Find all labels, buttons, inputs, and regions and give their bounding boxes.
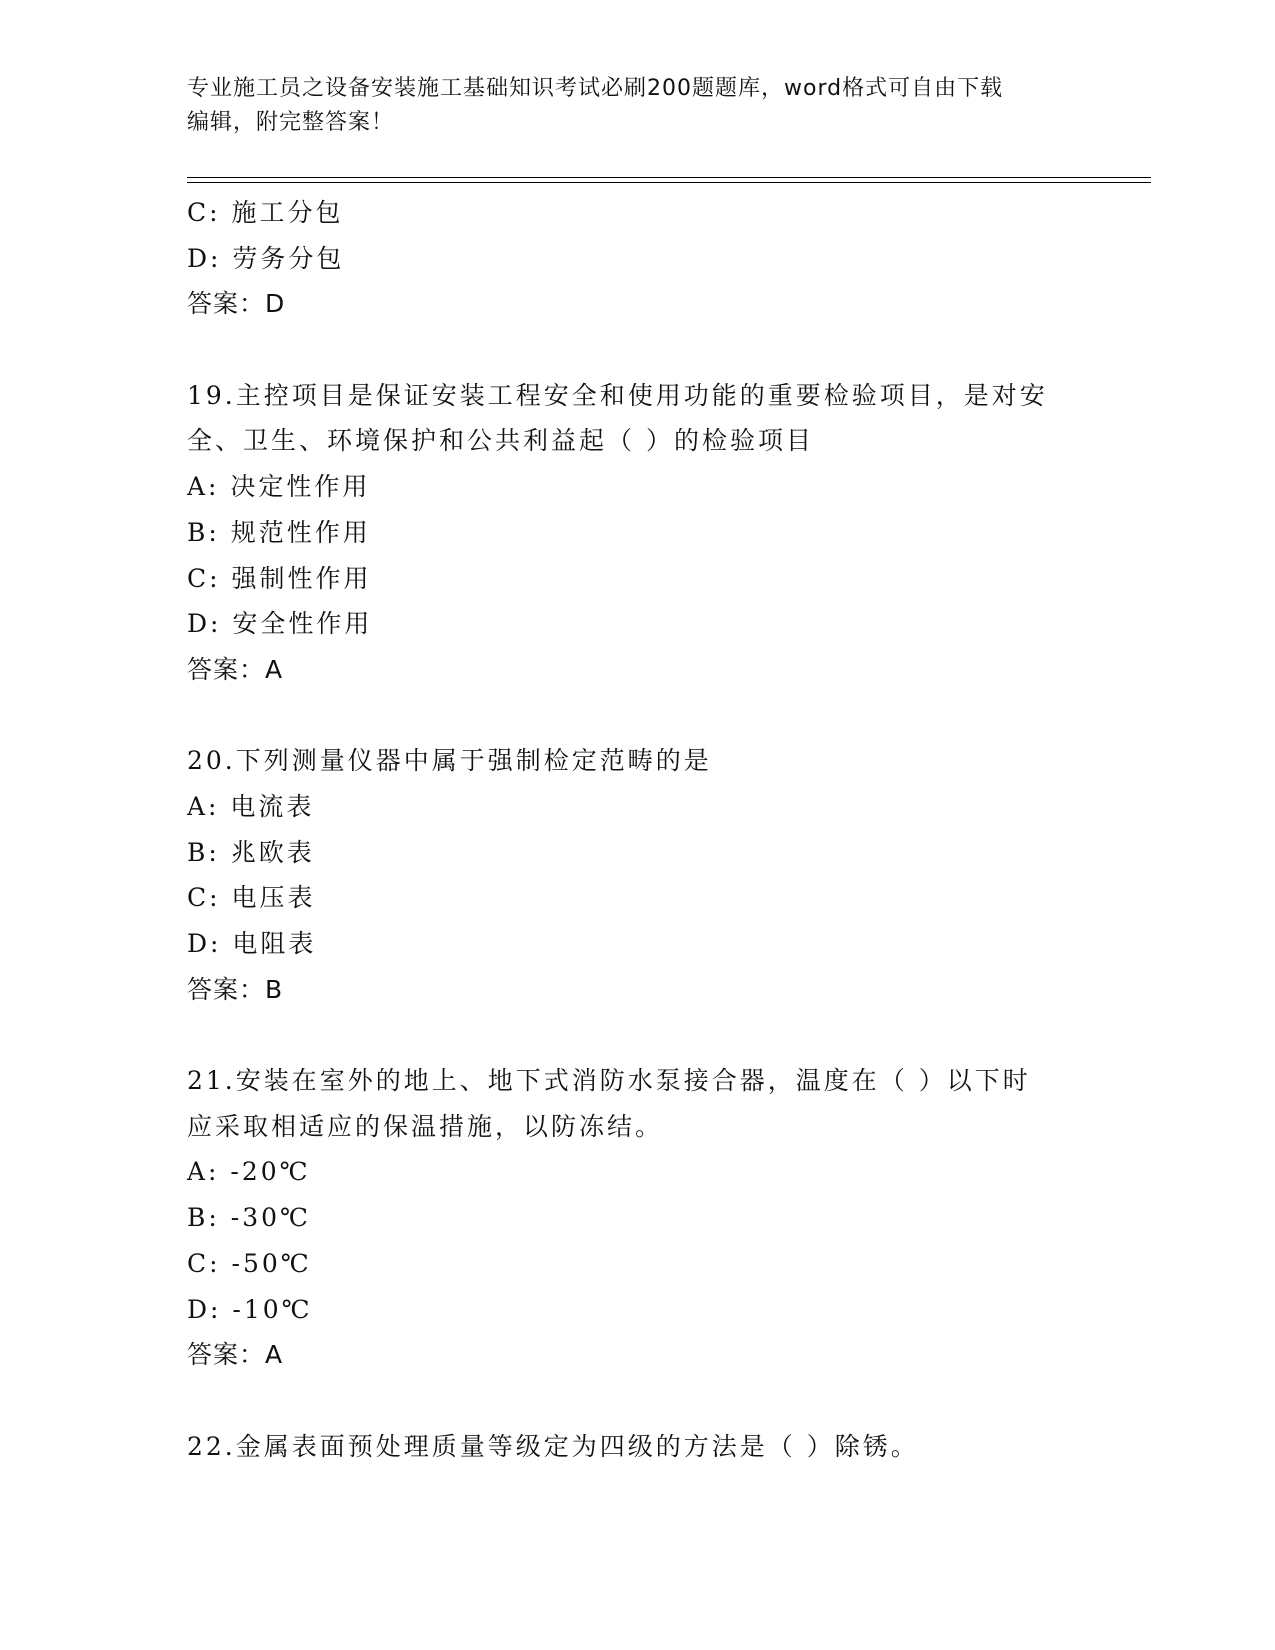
spacer bbox=[187, 1378, 1087, 1424]
q18-answer: 答案：D bbox=[187, 289, 286, 319]
q19-option-b: B: 规范性作用 bbox=[187, 517, 371, 547]
q18-option-d: D: 劳务分包 bbox=[187, 243, 345, 273]
q20-option-d: D: 电阻表 bbox=[187, 929, 317, 958]
q21-option-a: A: -20℃ bbox=[187, 1157, 311, 1187]
q21-stem-line-2: 应采取相适应的保温措施，以防冻结。 bbox=[187, 1111, 664, 1141]
header-title-line-1: 专业施工员之设备安装施工基础知识考试必刷200题题库，word格式可自由下载 bbox=[187, 76, 1004, 101]
q22-stem-line-1: 22.金属表面预处理质量等级定为四级的方法是（ ）除锈。 bbox=[187, 1431, 919, 1461]
q20-option-b: B: 兆欧表 bbox=[187, 837, 315, 867]
header-title-line-2: 编辑，附完整答案！ bbox=[187, 110, 395, 135]
q20-option-c: C: 电压表 bbox=[187, 883, 316, 913]
q19-stem-line-2: 全、卫生、环境保护和公共利益起（ ）的检验项目 bbox=[187, 426, 814, 456]
q21-option-d: D: -10℃ bbox=[187, 1294, 313, 1324]
header-divider-bottom bbox=[187, 182, 1151, 183]
q19-option-c: C: 强制性作用 bbox=[187, 563, 372, 593]
header-divider-top bbox=[187, 177, 1151, 178]
q19-stem-line-1: 19.主控项目是保证安装工程安全和使用功能的重要检验项目，是对安 bbox=[187, 380, 1048, 410]
q19-answer: 答案：A bbox=[187, 654, 284, 684]
q20-stem-line-1: 20.下列测量仪器中属于强制检定范畴的是 bbox=[187, 746, 712, 776]
spacer bbox=[187, 693, 1087, 739]
q19-option-d: D: 安全性作用 bbox=[187, 609, 373, 639]
q20-answer: 答案：B bbox=[187, 974, 284, 1004]
q21-answer: 答案：A bbox=[187, 1340, 284, 1370]
document-header bbox=[187, 72, 1087, 140]
q21-stem-line-1: 21.安装在室外的地上、地下式消防水泵接合器，温度在（ ）以下时 bbox=[187, 1066, 1031, 1096]
q18-option-c: C: 施工分包 bbox=[187, 198, 344, 227]
spacer bbox=[187, 1012, 1087, 1058]
spacer bbox=[187, 327, 1087, 373]
q19-option-a: A: 决定性作用 bbox=[187, 472, 371, 502]
q20-option-a: A: 电流表 bbox=[187, 791, 315, 821]
question-list bbox=[187, 190, 1087, 1469]
q21-option-c: C: -50℃ bbox=[187, 1248, 312, 1278]
q21-option-b: B: -30℃ bbox=[187, 1203, 311, 1233]
